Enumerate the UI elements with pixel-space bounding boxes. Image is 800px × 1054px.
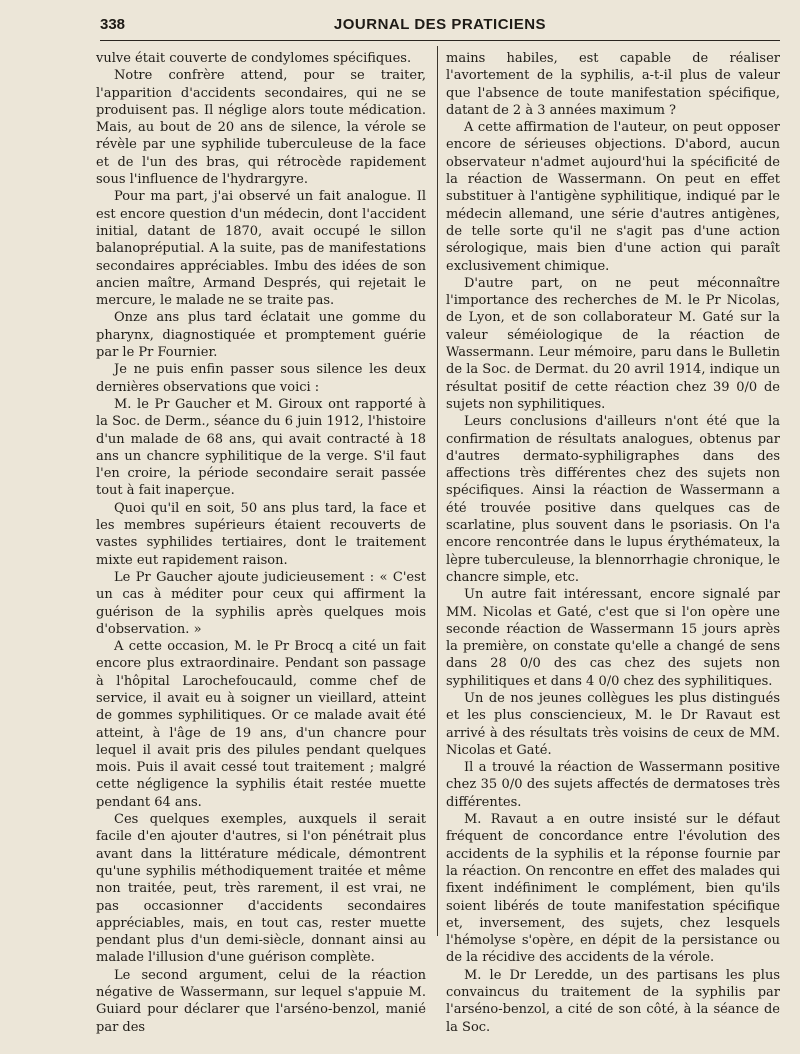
- right-column: [446, 50, 780, 1036]
- paragraph: Un de nos jeunes collègues les plus distingués et les plus consciencieux, M. le Dr Ravaut est arrivé à des résultats très voisins de ceux de MM. Nicolas et Gaté.: [446, 690, 780, 758]
- column-divider: [437, 46, 438, 936]
- paragraph: Je ne puis enfin passer sous silence les deux dernières observations que voici :: [96, 362, 426, 395]
- paragraph: Quoi qu'il en soit, 50 ans plus tard, la face et les membres supérieurs étaient recouverts de vastes syphilides tertiaires, dont le traitement mixte eut rapidement raison.: [96, 500, 426, 568]
- paragraph: Pour ma part, j'ai observé un fait analogue. Il est encore question d'un médecin, dont l'accident initial, datant de 1870, avait occupé le sillon balanopréputial. A la suite, pas de manifestations secondaires appréciables. Imbu des idées de son ancien maître, Armand Després, qui rejetait le mercure, le malade ne se traite pas.: [96, 189, 426, 309]
- paragraph: A cette occasion, M. le Pr Brocq a cité un fait encore plus extraordinaire. Pendant son passage à l'hôpital Larochefoucauld, comme chef de service, il avait eu à soigner un vieillard, atteint de gommes syphilitiques. Or ce malade avait été atteint, à l'âge de 19 ans, d'un chancre pour lequel il avait pris des pilules pendant quelques mois. Puis il avait cessé tout traitement ; malgré cette négligence la syphilis était restée muette pendant 64 ans.: [96, 639, 426, 810]
- left-column: [96, 50, 426, 1036]
- header-rule: [100, 40, 780, 41]
- page-number: 338: [100, 16, 126, 33]
- paragraph: Ces quelques exemples, auxquels il serait facile d'en ajouter d'autres, si l'on pénétrait plus avant dans la littérature médicale, démontrent qu'une syphilis méthodiquement traitée et même non traitée, peut, très rarement, il est vrai, ne pas occasionner d'accidents secondaires appréciables, mais, en tout cas, rester muette pendant plus d'un demi-siècle, donnant ainsi au malade l'illusion d'une guérison complète.: [96, 812, 426, 966]
- paragraph: M. Ravaut a en outre insisté sur le défaut fréquent de concordance entre l'évolution des accidents de la syphilis et la réponse fournie par la réaction. On rencontre en effet des malades qui fixent indéfiniment le complément, bien qu'ils soient libérés de toute manifestation spécifique et, inversement, des sujets, chez lesquels l'hémolyse s'opère, en dépit de la persistance ou de la récidive des accidents de la vérole.: [446, 812, 780, 966]
- paragraph: vulve était couverte de condylomes spécifiques.: [96, 51, 412, 66]
- paragraph: Il a trouvé la réaction de Wassermann positive chez 35 0/0 des sujets affectés de dermatoses très différentes.: [446, 760, 780, 810]
- paragraph: Leurs conclusions d'ailleurs n'ont été que la confirmation de résultats analogues, obtenus par d'autres dermato-syphiligraphes dans des affections très différentes chez des sujets non spécifiques. Ainsi la réaction de Wassermann a été trouvée positive dans quelques cas de scarlatine, plus souvent dans le psoriasis. On l'a encore rencontrée dans le lupus érythémateux, la lèpre tuberculeuse, la blennorrhagie chronique, le chancre simple, etc.: [446, 414, 780, 585]
- page-header: [100, 14, 780, 40]
- paragraph: Le second argument, celui de la réaction négative de Wassermann, sur lequel s'appuie M. Guiard pour déclarer que l'arséno-benzol, manié par des: [96, 967, 426, 1035]
- paragraph: A cette affirmation de l'auteur, on peut opposer encore de sérieuses objections. D'abord, aucun observateur n'admet aujourd'hui la spécificité de la réaction de Wassermann. On peut en effet substituer à l'antigène syphilitique, indiqué par le médecin allemand, une série d'autres antigènes, de telle sorte qu'il ne s'agit pas d'une action sérologique, mais bien d'une action qui paraît exclusivement chimique.: [446, 120, 780, 274]
- paragraph: M. le Dr Leredde, un des partisans les plus convaincus du traitement de la syphilis par l'arséno-benzol, a cité de son côté, à la séance de la Soc.: [446, 967, 780, 1035]
- paragraph: Notre confrère attend, pour se traiter, l'apparition d'accidents secondaires, qui ne se produisent pas. Il néglige alors toute médication. Mais, au bout de 20 ans de silence, la vérole se révèle par une syphilide tuberculeuse de la face et de l'un des bras, qui rétrocède rapidement sous l'influence de l'hydrargyre.: [96, 68, 426, 188]
- paragraph: Onze ans plus tard éclatait une gomme du pharynx, diagnostiquée et promptement guérie par le Pr Fournier.: [96, 310, 426, 361]
- paragraph: M. le Pr Gaucher et M. Giroux ont rapporté à la Soc. de Derm., séance du 6 juin 1912, l'histoire d'un malade de 68 ans, qui avait contracté à 18 ans un chancre syphilitique de la verge. S'il faut l'en croire, la période secondaire serait passée tout à fait inaperçue.: [96, 396, 426, 499]
- running-title: JOURNAL DES PRATICIENS: [333, 16, 547, 33]
- paragraph: Le Pr Gaucher ajoute judicieusement : « C'est un cas à méditer pour ceux qui affirment la guérison de la syphilis après quelques mois d'observation. »: [96, 569, 426, 637]
- paragraph: mains habiles, est capable de réaliser l'avortement de la syphilis, a-t-il plus de valeur que l'absence de toute manifestation spécifique, datant de 2 à 3 années maximum ?: [446, 51, 780, 118]
- paragraph: D'autre part, on ne peut méconnaître l'importance des recherches de M. le Pr Nicolas, de Lyon, et de son collaborateur M. Gaté sur la valeur séméiologique de la réaction de Wassermann. Leur mémoire, paru dans le Bulletin de la Soc. de Dermat. du 20 avril 1914, indique un résultat positif de cette réaction chez 39 0/0 de sujets non syphilitiques.: [446, 275, 780, 412]
- paragraph: Un autre fait intéressant, encore signalé par MM. Nicolas et Gaté, c'est que si l'on opère une seconde réaction de Wassermann 15 jours après la première, on constate qu'elle a changé de sens dans 28 0/0 des cas chez des sujets non syphilitiques et dans 4 0/0 chez des syphilitiques.: [446, 587, 780, 689]
